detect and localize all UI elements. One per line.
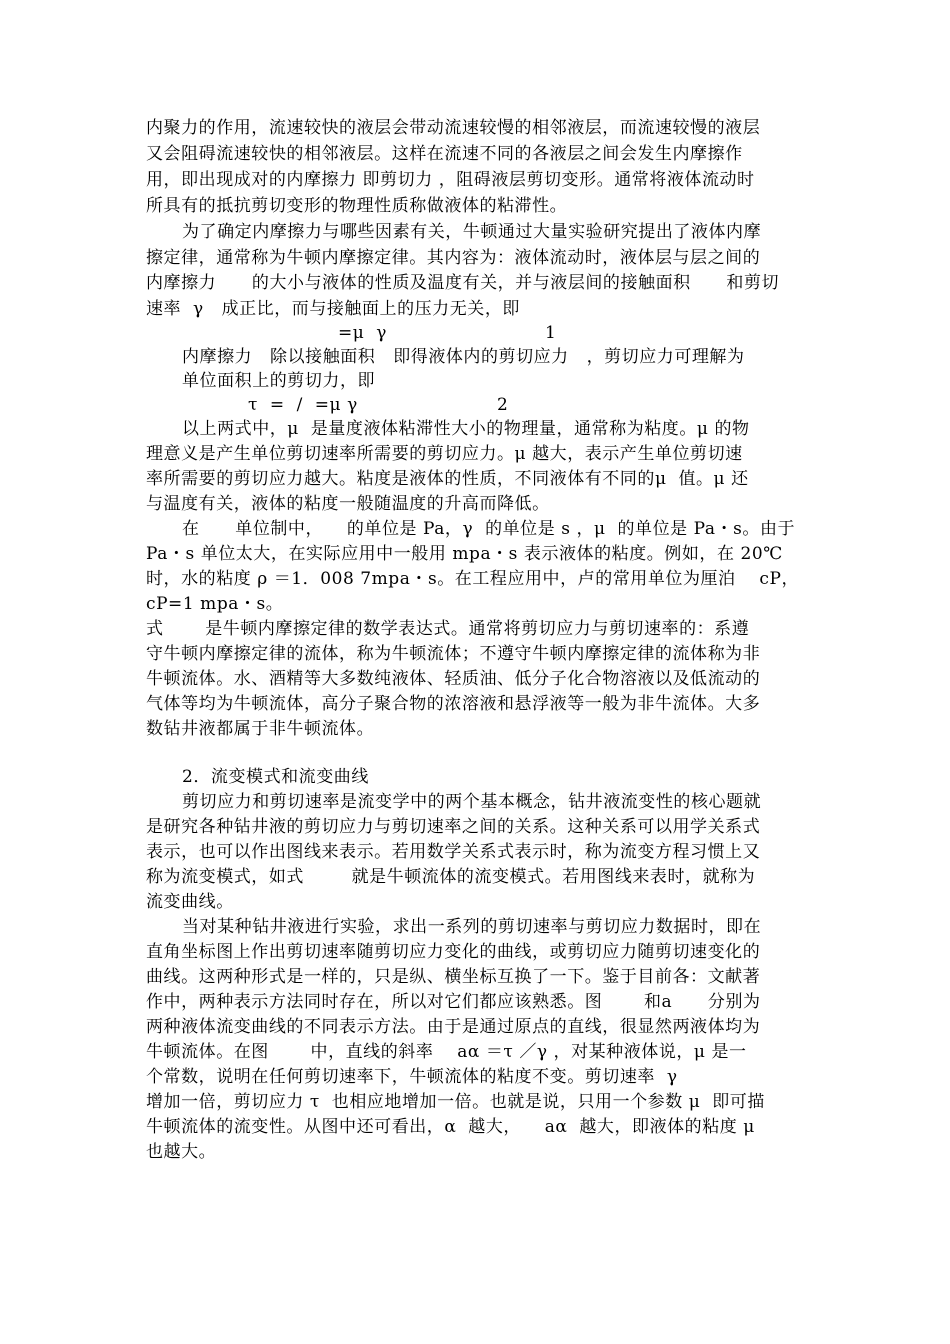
text-line: 擦定律，通常称为牛顿内摩擦定律。其内容为：液体流动时，液体层与层之间的	[146, 248, 761, 268]
text-line: 当对某种钻井液进行实验，求出一系列的剪切速率与剪切应力数据时，即在	[182, 917, 762, 937]
text-line: 内聚力的作用，流速较快的液层会带动流速较慢的相邻液层，而流速较慢的液层	[146, 118, 761, 138]
text-line: 率所需要的剪切应力越大。粘度是液体的性质，不同液体有不同的μ 值。μ 还	[146, 469, 749, 489]
text-line: 称为流变模式，如式 就是牛顿流体的流变模式。若用图线来表时，就称为	[146, 867, 756, 887]
section-heading: 2．流变模式和流变曲线	[182, 767, 369, 787]
text-line: 数钻井液都属于非牛顿流体。	[146, 719, 375, 739]
text-line: 时，水的粘度 ρ ＝1．008 7mpa・s。在工程应用中，卢的常用单位为厘泊 cP，	[146, 569, 800, 589]
text-line: 速率 γ 成正比，而与接触面上的压力无关，即	[146, 299, 520, 319]
text-line: 所具有的抵抗剪切变形的物理性质称做液体的粘滞性。	[146, 196, 568, 216]
text-line: 也越大。	[146, 1142, 217, 1162]
text-line: 在 单位制中， 的单位是 Pa，γ 的单位是 s ，μ 的单位是 Pa・s。由于	[182, 519, 796, 539]
text-line: 牛顿流体的流变性。从图中还可看出，α 越大， aα 越大，即液体的粘度 μ	[146, 1117, 755, 1137]
equation-number: 1	[545, 323, 557, 343]
text-line: 牛顿流体。在图 中，直线的斜率 aα ＝τ ／γ ，对某种液体说，μ 是一	[146, 1042, 747, 1062]
text-line: 剪切应力和剪切速率是流变学中的两个基本概念，钻井液流变性的核心题就	[182, 792, 762, 812]
text-line: 内摩擦力 的大小与液体的性质及温度有关，并与液层间的接触面积 和剪切	[146, 273, 780, 293]
text-line: 直角坐标图上作出剪切速率随剪切应力变化的曲线，或剪切应力随剪切速变化的	[146, 942, 761, 962]
text-line: 流变曲线。	[146, 892, 234, 912]
text-line: 作中，两种表示方法同时存在，所以对它们都应该熟悉。图 和a 分别为	[146, 992, 761, 1012]
equation-number: 2	[497, 395, 509, 415]
text-line: 式 是牛顿内摩擦定律的数学表达式。通常将剪切应力与剪切速率的：系遵	[146, 619, 750, 639]
equation-2: τ = / =μ γ	[248, 395, 358, 415]
equation-1: =μ γ	[338, 323, 388, 343]
text-line: 用，即出现成对的内摩擦力 即剪切力 ，阻碍液层剪切变形。通常将液体流动时	[146, 170, 755, 190]
text-line: 两种液体流变曲线的不同表示方法。由于是通过原点的直线，很显然两液体均为	[146, 1017, 761, 1037]
text-line: 个常数，说明在任何剪切速率下，牛顿流体的粘度不变。剪切速率 γ	[146, 1067, 678, 1087]
text-line: cP=1 mpa・s。	[146, 594, 284, 614]
text-line: 内摩擦力 除以接触面积 即得液体内的剪切应力 ，剪切应力可理解为	[182, 347, 745, 367]
text-line: 是研究各种钻井液的剪切应力与剪切速率之间的关系。这种关系可以用学关系式	[146, 817, 761, 837]
text-line: 理意义是产生单位剪切速率所需要的剪切应力。μ 越大，表示产生单位剪切速	[146, 444, 743, 464]
text-line: 增加一倍，剪切应力 τ 也相应地增加一倍。也就是说，只用一个参数 μ 即可描	[146, 1092, 765, 1112]
text-line: 守牛顿内摩擦定律的流体，称为牛顿流体；不遵守牛顿内摩擦定律的流体称为非	[146, 644, 761, 664]
text-line: 又会阻碍流速较快的相邻液层。这样在流速不同的各液层之间会发生内摩擦作	[146, 144, 743, 164]
text-line: 单位面积上的剪切力，即	[182, 371, 376, 391]
text-line: 气体等均为牛顿流体，高分子聚合物的浓溶液和悬浮液等一般为非牛流体。大多	[146, 694, 761, 714]
text-line: 表示，也可以作出图线来表示。若用数学关系式表示时，称为流变方程习惯上又	[146, 842, 761, 862]
text-line: 曲线。这两种形式是一样的，只是纵、横坐标互换了一下。鉴于目前各：文献著	[146, 967, 761, 987]
text-line: 牛顿流体。水、酒精等大多数纯液体、轻质油、低分子化合物溶液以及低流动的	[146, 669, 761, 689]
text-line: 与温度有关，液体的粘度一般随温度的升高而降低。	[146, 494, 550, 514]
text-line: 以上两式中，μ 是量度液体粘滞性大小的物理量，通常称为粘度。μ 的物	[182, 419, 750, 439]
text-line: Pa・s 单位太大，在实际应用中一般用 mpa・s 表示液体的粘度。例如，在 20℃	[146, 544, 783, 564]
text-line: 为了确定内摩擦力与哪些因素有关，牛顿通过大量实验研究提出了液体内摩	[182, 222, 762, 242]
